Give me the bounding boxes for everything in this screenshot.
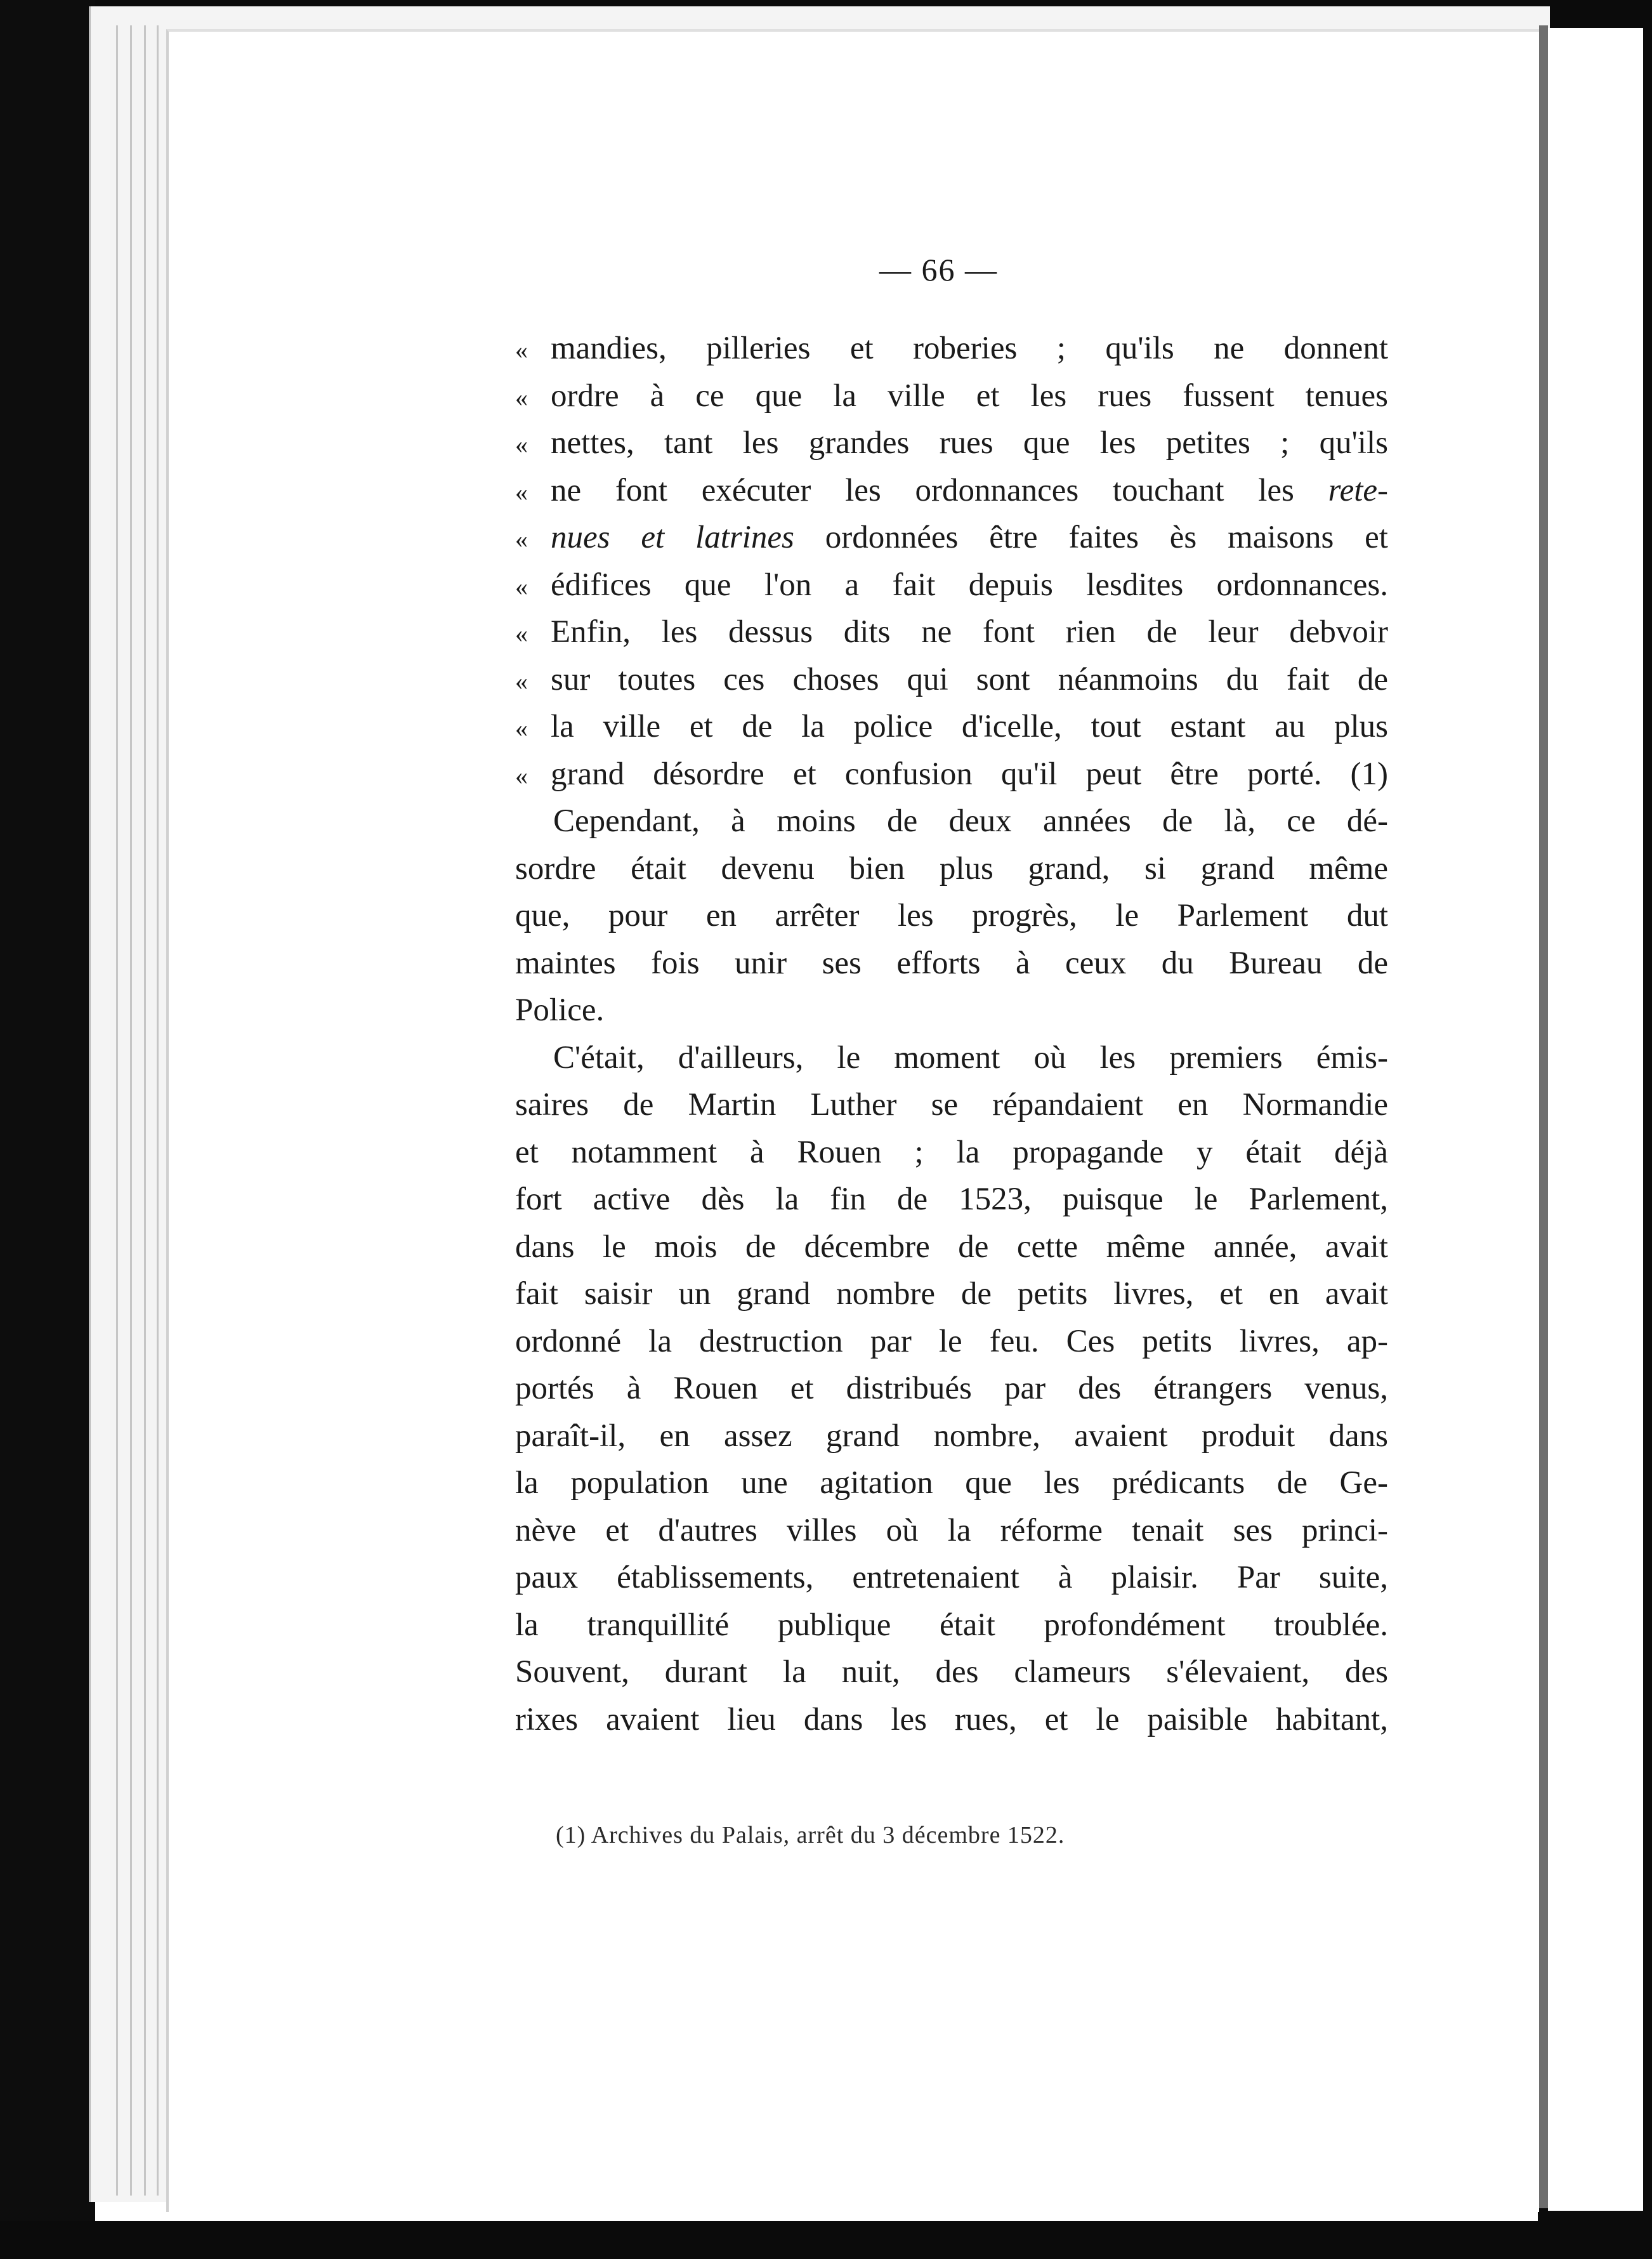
paragraph-line: nève et d'autres villes où la réforme tenait ses princi- <box>515 1512 1388 1548</box>
paragraph-line: dans le mois de décembre de cette même année, avait <box>515 1228 1388 1265</box>
page-edge-line <box>130 25 132 2196</box>
page-edge-line <box>157 25 159 2196</box>
paragraph-line: maintes fois unir ses efforts à ceux du Bureau de <box>515 945 1388 981</box>
quoted-line: « Enfin, les dessus dits ne font rien de leur debvoir <box>515 614 1388 650</box>
quoted-line: « mandies, pilleries et roberies ; qu'ils ne donnent <box>515 331 1388 366</box>
paragraph-line: et notamment à Rouen ; la propagande y était déjà <box>515 1134 1388 1170</box>
page-edge-line <box>116 25 118 2196</box>
quoted-line: « grand désordre et confusion qu'il peut être porté. (1) <box>515 756 1388 792</box>
facing-page-edge <box>1548 28 1643 2211</box>
scan-border-bottom <box>0 2221 1652 2259</box>
page-number: — 66 — <box>879 252 998 287</box>
paragraph-line: portés à Rouen et distribués par des étrangers venus, <box>515 1371 1388 1406</box>
paragraph-line: Cependant, à moins de deux années de là, ce dé- <box>553 803 1388 839</box>
gutter-shadow <box>1539 25 1548 2208</box>
paragraph-line: C'était, d'ailleurs, le moment où les premiers émis- <box>553 1039 1388 1076</box>
quoted-line: « sur toutes ces choses qui sont néanmoins du fait de <box>515 661 1388 697</box>
quoted-line: « ne font exécuter les ordonnances touchant les rete- <box>515 472 1388 508</box>
paragraph-line: sordre était devenu bien plus grand, si grand même <box>515 850 1388 886</box>
paragraph-line: paraît-il, en assez grand nombre, avaient produit dans <box>515 1418 1388 1454</box>
paragraph-line: rixes avaient lieu dans les rues, et le paisible habitant, <box>515 1701 1388 1737</box>
quoted-line: « édifices que l'on a fait depuis lesdites ordonnances. <box>515 567 1388 603</box>
paragraph-line: Souvent, durant la nuit, des clameurs s'élevaient, des <box>515 1654 1388 1690</box>
paragraph-line: la tranquillité publique était profondément troublée. <box>515 1607 1388 1643</box>
paragraph-line: la population une agitation que les prédicants de Ge- <box>515 1465 1388 1501</box>
paragraph-line: fort active dès la fin de 1523, puisque le Parlement, <box>515 1182 1388 1217</box>
paragraph-line: que, pour en arrêter les progrès, le Parlement dut <box>515 898 1388 933</box>
footnote: (1) Archives du Palais, arrêt du 3 décembre 1522. <box>556 1822 1065 1848</box>
body-text <box>515 325 1388 1743</box>
quoted-line: « ordre à ce que la ville et les rues fussent tenues <box>515 378 1388 414</box>
paragraph-line: saires de Martin Luther se répandaient en Normandie <box>515 1087 1388 1123</box>
scan-border-left <box>0 0 95 2259</box>
paragraph-line: ordonné la destruction par le feu. Ces petits livres, ap- <box>515 1323 1388 1359</box>
quoted-line: « la ville et de la police d'icelle, tout estant au plus <box>515 709 1388 744</box>
paragraph-line: Police. <box>515 992 605 1028</box>
quoted-line: « nues et latrines ordonnées être faites ès maisons et <box>515 520 1388 555</box>
page-edge-line <box>144 25 146 2196</box>
quoted-line: « nettes, tant les grandes rues que les petites ; qu'ils <box>515 425 1388 461</box>
paragraph-line: paux établissements, entretenaient à plaisir. Par suite, <box>515 1560 1388 1595</box>
paragraph-line: fait saisir un grand nombre de petits livres, et en avait <box>515 1276 1388 1312</box>
